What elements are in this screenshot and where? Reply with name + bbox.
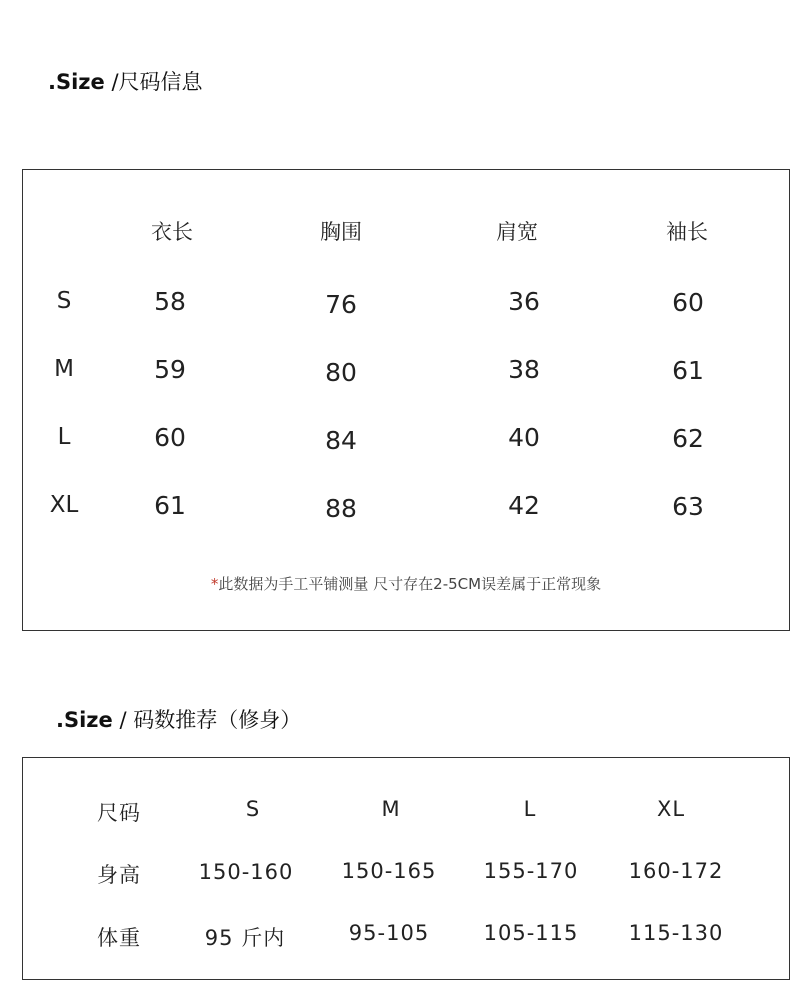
rec-height-l: 155-170	[483, 859, 579, 883]
header-shoulder: 肩宽	[496, 220, 538, 244]
value-m-chest: 80	[325, 358, 357, 387]
value-l-shoulder: 40	[508, 423, 540, 452]
rec-label-weight: 体重	[97, 926, 141, 950]
rec-size-m: M	[381, 797, 401, 821]
rec-height-s: 150-160	[198, 860, 294, 884]
measurement-note	[211, 573, 601, 594]
size-info-title-cn: /尺码信息	[104, 70, 203, 94]
value-m-sleeve: 61	[672, 356, 704, 385]
rec-weight-l: 105-115	[483, 921, 579, 945]
value-s-length: 58	[154, 287, 186, 316]
rec-weight-xl: 115-130	[628, 921, 724, 945]
header-length: 衣长	[151, 220, 193, 244]
rec-height-xl: 160-172	[628, 859, 724, 883]
rec-label-height: 身高	[97, 863, 141, 887]
row-label-m: M	[54, 356, 74, 382]
size-recommend-title-cn: / 码数推荐（修身）	[112, 708, 302, 732]
size-recommend-title-en: .Size	[56, 708, 113, 732]
size-recommend-title	[56, 704, 301, 734]
value-m-length: 59	[154, 355, 186, 384]
row-label-xl: XL	[49, 492, 79, 518]
size-info-table	[22, 169, 790, 631]
note-text: 此数据为手工平铺测量 尺寸存在2-5CM误差属于正常现象	[218, 575, 602, 593]
value-s-sleeve: 60	[672, 288, 704, 317]
value-xl-shoulder: 42	[508, 491, 540, 520]
rec-size-xl: XL	[656, 797, 686, 821]
value-xl-sleeve: 63	[672, 492, 704, 521]
value-l-sleeve: 62	[672, 424, 704, 453]
value-l-chest: 84	[325, 426, 357, 455]
value-s-chest: 76	[325, 290, 357, 319]
row-label-l: L	[57, 424, 71, 450]
row-label-s: S	[56, 288, 72, 314]
rec-height-m: 150-165	[341, 859, 437, 883]
rec-size-l: L	[523, 797, 537, 821]
size-recommend-table	[22, 757, 790, 980]
rec-label-size: 尺码	[97, 801, 141, 825]
header-chest: 胸围	[320, 220, 362, 244]
value-l-length: 60	[154, 423, 186, 452]
size-info-title	[48, 66, 203, 96]
size-info-title-en: .Size	[48, 70, 105, 94]
rec-weight-m: 95-105	[348, 921, 430, 945]
header-sleeve: 袖长	[666, 220, 708, 244]
value-xl-length: 61	[154, 491, 186, 520]
value-s-shoulder: 36	[508, 287, 540, 316]
note-asterisk: *	[210, 575, 219, 593]
rec-weight-s: 95 斤内	[204, 926, 286, 950]
rec-size-s: S	[245, 797, 261, 821]
value-m-shoulder: 38	[508, 355, 540, 384]
value-xl-chest: 88	[325, 494, 357, 523]
